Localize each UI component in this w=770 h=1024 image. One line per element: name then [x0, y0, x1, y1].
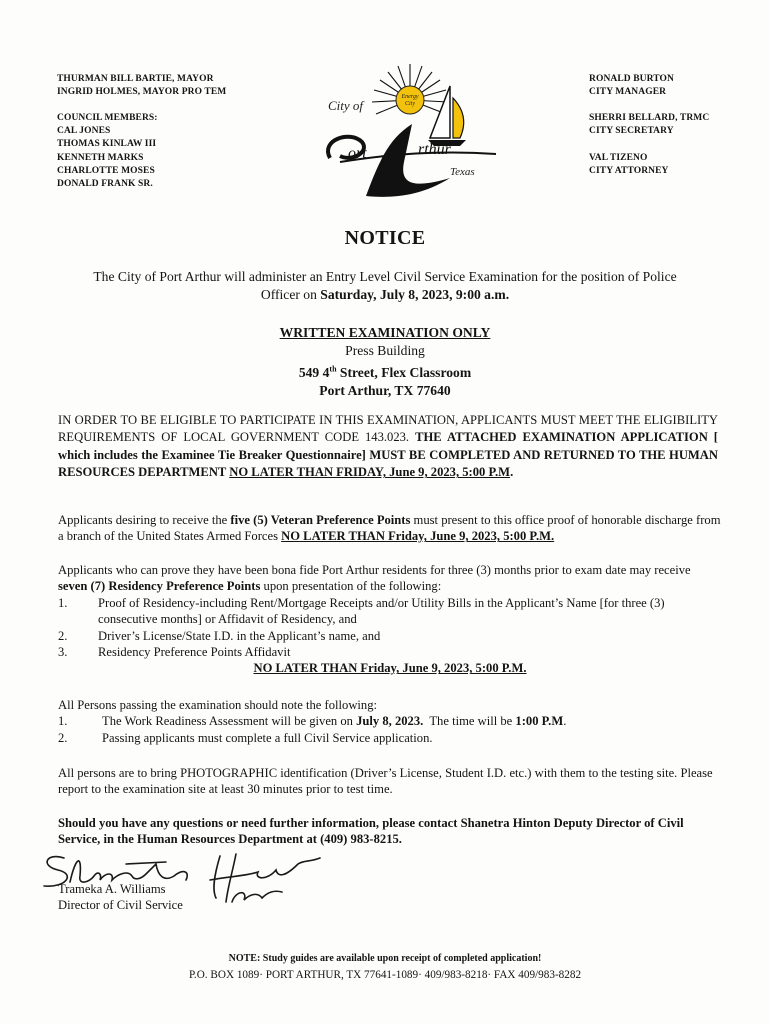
city-attorney-block [589, 152, 669, 178]
city-secretary-block [589, 112, 709, 138]
exam-date: Saturday, July 8, 2023, 9:00 a.m. [320, 287, 510, 302]
sail-icon [453, 98, 464, 138]
list-item [58, 644, 722, 660]
veteran-text: must present to this office proof of honorable discharge from a branch of the United States Armed Forces [58, 513, 721, 544]
location-building: Press Building [345, 343, 425, 359]
location-street [0, 360, 770, 382]
city-manager-block [589, 73, 674, 99]
list-item [58, 730, 722, 746]
passing-intro: All Persons passing the examination should note the following: [58, 698, 378, 712]
logo-arthur: rthur [418, 141, 451, 158]
list-number: 3. [58, 645, 68, 660]
list-text: Driver’s License/State I.D. in the Applicant’s name, and [98, 628, 381, 643]
list-text: Residency Preference Points Affidavit [98, 645, 291, 660]
logo-city-of: City of [328, 98, 364, 113]
official-name: VAL TIZENO [589, 153, 648, 163]
mayor-block [57, 73, 226, 99]
official-title: CITY ATTORNEY [589, 166, 669, 177]
logo-texas: Texas [450, 166, 475, 178]
sun-text: City [405, 101, 415, 107]
intro-line-2 [40, 286, 730, 304]
residency-text: upon presentation of the following: [260, 579, 442, 594]
assessment-date: July 8, 2023. [356, 714, 424, 729]
list-text: Passing applicants must complete a full Civil Service application. [102, 730, 433, 745]
list-item [58, 628, 722, 644]
exam-location [0, 324, 770, 400]
council-title: COUNCIL MEMBERS: [57, 113, 158, 123]
sun-text: Energy [401, 94, 419, 100]
eligibility-deadline: NO LATER THAN FRIDAY, June 9, 2023, 5:00 P.M [229, 465, 511, 480]
mayor-pro-tem-line: INGRID HOLMES, MAYOR PRO TEM [57, 87, 227, 98]
location-city: Port Arthur, TX 77640 [319, 383, 451, 399]
footer-note: NOTE: Study guides are available upon receipt of completed application! [228, 953, 542, 964]
signatory-name: Trameka A. Williams [58, 882, 166, 896]
council-block [57, 112, 158, 191]
assessment-time: 1:00 P.M [515, 714, 564, 729]
eligibility-end: . [510, 465, 514, 480]
street-number: 549 4 [298, 364, 330, 380]
list-text [102, 713, 722, 729]
council-member: THOMAS KINLAW III [57, 139, 157, 150]
veteran-paragraph [58, 512, 722, 545]
eligibility-text: IN ORDER TO BE ELIGIBLE TO PARTICIPATE IN THIS EXAMINATION, APPLICANTS MUST MEET THE ELIGIBILITY REQUIREMENTS OF LOCAL GOVERNMENT CODE 143.023. [58, 413, 718, 445]
street-name: Street, Flex Classroom [336, 364, 472, 380]
signatory [58, 881, 183, 914]
eligibility-bold-text: THE ATTACHED EXAMINATION APPLICATION [ which includes the Examinee Tie Breaker Questionnaire] MUST BE COMPLETED AND RETURNED TO THE HUMAN RESOURCES DEPARTMENT [58, 430, 718, 480]
list-number: 2. [58, 628, 68, 643]
residency-points: seven (7) Residency Preference Points [58, 579, 261, 594]
council-member: DONALD FRANK SR. [57, 179, 153, 190]
notice-intro [40, 268, 730, 304]
residency-paragraph [58, 562, 722, 677]
veteran-text: Applicants desiring to receive the [58, 513, 231, 527]
assessment-text: The Work Readiness Assessment will be given on [102, 714, 357, 729]
logo-port: ort [348, 145, 367, 162]
residency-list [58, 595, 722, 661]
intro-text: Officer on [260, 287, 321, 302]
signatory-title: Director of Civil Service [58, 898, 183, 913]
street-suffix: th [329, 364, 337, 374]
written-exam-heading: WRITTEN EXAMINATION ONLY [279, 325, 491, 340]
list-text: Proof of Residency-including Rent/Mortgage Receipts and/or Utility Bills in the Applicant’s Name [for three (3) consecutive months] or Affidavit of Residency, and [98, 595, 665, 627]
residency-deadline: NO LATER THAN Friday, June 9, 2023, 5:00 P.M. [253, 661, 527, 676]
list-item [58, 595, 722, 628]
list-number: 1. [58, 595, 68, 610]
intro-line-1: The City of Port Arthur will administer an Entry Level Civil Service Examination for the position of Police [93, 269, 677, 284]
notice-title: NOTICE [344, 227, 426, 249]
council-member: CHARLOTTE MOSES [57, 165, 155, 176]
veteran-deadline: NO LATER THAN Friday, June 9, 2023, 5:00 P.M. [281, 529, 555, 544]
contact-paragraph: Should you have any questions or need further information, please contact Shanetra Hinton Deputy Director of Civil Service, in the Human Resources Department at (409) 983-8215. [58, 816, 684, 847]
passing-paragraph [58, 697, 722, 746]
council-member: CAL JONES [57, 126, 111, 137]
official-title: CITY MANAGER [589, 87, 667, 98]
list-item [58, 713, 722, 729]
council-member: KENNETH MARKS [57, 152, 144, 163]
residency-text: Applicants who can prove they have been bona fide Port Arthur residents for three (3) months prior to exam date may receive [58, 563, 691, 577]
official-name: RONALD BURTON [589, 74, 674, 84]
list-number: 2. [58, 730, 68, 745]
list-number: 1. [58, 714, 68, 729]
assessment-end: . [563, 714, 567, 729]
mayor-line: THURMAN BILL BARTIE, MAYOR [57, 74, 214, 84]
official-title: CITY SECRETARY [589, 126, 674, 137]
eligibility-paragraph [58, 412, 718, 482]
photo-id-paragraph: All persons are to bring PHOTOGRAPHIC identification (Driver’s License, Student I.D. etc.) with them to the testing site. Please report to the examination site at least 30 minutes prior to test time. [58, 766, 713, 797]
assessment-text: The time will be [423, 714, 516, 729]
city-logo [300, 58, 500, 198]
official-name: SHERRI BELLARD, TRMC [589, 113, 710, 123]
sun-icon [396, 86, 424, 114]
veteran-points: five (5) Veteran Preference Points [230, 513, 411, 527]
footer-address: P.O. BOX 1089· PORT ARTHUR, TX 77641-1089· 409/983-8218· FAX 409/983-8282 [188, 969, 582, 981]
